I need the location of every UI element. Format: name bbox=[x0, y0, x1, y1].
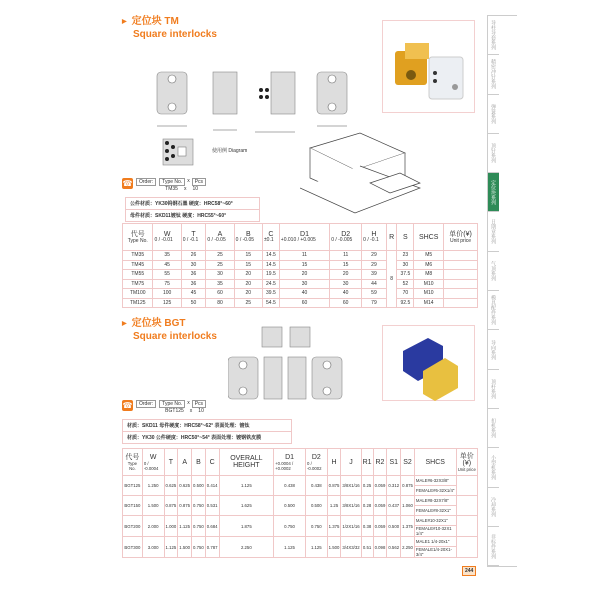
cell: 0.625 bbox=[164, 476, 178, 496]
cell: 40 bbox=[279, 289, 329, 299]
pcs-value: 10 bbox=[198, 408, 204, 414]
cell: 2.250 bbox=[401, 537, 415, 558]
column-header: S1 bbox=[387, 449, 401, 476]
column-header: T bbox=[164, 449, 178, 476]
sidebar-item[interactable]: 顶杆系列 bbox=[488, 370, 499, 409]
cell: 37.5 bbox=[397, 270, 414, 280]
cell: M10 bbox=[414, 279, 444, 289]
column-header: R2 bbox=[373, 449, 387, 476]
title-en: Square interlocks bbox=[133, 331, 217, 342]
sidebar-item[interactable]: 模具配件系列 bbox=[488, 291, 499, 330]
sidebar-item[interactable]: 顶针系列 bbox=[488, 134, 499, 173]
column-header: R1 bbox=[361, 449, 373, 476]
cell: 2.250 bbox=[219, 537, 274, 558]
cell: BGT300 bbox=[123, 537, 143, 558]
cell: 39.5 bbox=[262, 289, 279, 299]
cell: 14.5 bbox=[262, 251, 279, 261]
type-label: Type No. bbox=[159, 400, 185, 408]
cell: 50 bbox=[181, 298, 206, 308]
cell-shcs: MALE#6-32X3/8" bbox=[414, 476, 456, 486]
cell: 55 bbox=[153, 270, 181, 280]
cell: 0.787 bbox=[205, 537, 219, 558]
title-en: Square interlocks bbox=[133, 29, 217, 40]
times: x bbox=[187, 400, 190, 406]
cell: 0.500 bbox=[192, 476, 206, 496]
cell: 24.5 bbox=[262, 279, 279, 289]
sidebar-item[interactable]: 日期章系列 bbox=[488, 212, 499, 251]
cell: 3.000 bbox=[142, 537, 164, 558]
spec-table-bgt bbox=[122, 448, 478, 558]
column-header: J bbox=[341, 449, 361, 476]
column-header: 代号 Type No. bbox=[123, 449, 143, 476]
table-row bbox=[123, 298, 478, 308]
sidebar-item[interactable]: 冷却系列 bbox=[488, 488, 499, 527]
title-cn: 定位块 BGT bbox=[131, 318, 186, 329]
column-header: SHCS bbox=[414, 449, 456, 476]
cell: 15 bbox=[330, 260, 362, 270]
cell: 0.500 bbox=[305, 496, 327, 516]
column-header: H 0 / -0.1 bbox=[362, 224, 387, 251]
material-line: 公件材质：YK30钨钢石墨 硬度：HRC58°~60° bbox=[126, 198, 259, 210]
column-header: OVERALL HEIGHT bbox=[219, 449, 274, 476]
cell-price bbox=[444, 298, 478, 308]
cell: 3/4X3/32 bbox=[341, 537, 361, 558]
sidebar-item[interactable]: 弹簧系列 bbox=[488, 95, 499, 134]
times: x bbox=[187, 178, 190, 184]
cell-r: 8 bbox=[386, 251, 397, 308]
column-header: D1 +0.0004 / +0.0002 bbox=[274, 449, 306, 476]
column-header: S bbox=[397, 224, 414, 251]
cell: 0.750 bbox=[192, 496, 206, 516]
cell: 44 bbox=[362, 279, 387, 289]
cell: 59 bbox=[362, 289, 387, 299]
column-header: B bbox=[192, 449, 206, 476]
cell: 1.500 bbox=[327, 537, 341, 558]
cell: 0.562 bbox=[387, 537, 401, 558]
table-row bbox=[123, 251, 478, 261]
bullet-icon: ▶ bbox=[122, 321, 127, 327]
order-label: Order: bbox=[136, 400, 156, 408]
cell: 0.750 bbox=[192, 537, 206, 558]
cell-shcs: FEMALE#6-32X1/4" bbox=[414, 486, 456, 496]
cell: 30 bbox=[397, 260, 414, 270]
column-header: SHCS bbox=[414, 224, 444, 251]
cell-shcs: MALE#10-32X1" bbox=[414, 516, 456, 526]
cell: 0.438 bbox=[274, 476, 306, 496]
cell: 0.750 bbox=[274, 516, 306, 537]
cell: 0.28 bbox=[361, 496, 373, 516]
material-line: 材质：SKD11 母件硬度：HRC58°~62° 表面处理：镀钛 bbox=[123, 420, 291, 432]
cell-shcs: MALE1 1/4-20x1" bbox=[414, 537, 456, 547]
cell: 30 bbox=[330, 279, 362, 289]
cell: 1.125 bbox=[219, 476, 274, 496]
cell: 1.375 bbox=[327, 516, 341, 537]
cell: 0.500 bbox=[274, 496, 306, 516]
column-header: H bbox=[327, 449, 341, 476]
material-line: 母件材质：SKD11镀钛 硬度：HRC55°~60° bbox=[130, 213, 227, 219]
sidebar-item[interactable]: 小型机系列 bbox=[488, 448, 499, 487]
phone-icon: ☎ bbox=[122, 179, 133, 188]
type-value: BGT125 bbox=[165, 408, 184, 414]
table-row bbox=[123, 496, 478, 506]
cell-price bbox=[456, 537, 477, 558]
cell: 0.875 bbox=[178, 496, 192, 516]
product-photo-tm bbox=[382, 20, 475, 113]
table-row bbox=[123, 476, 478, 486]
cell: 0.875 bbox=[327, 476, 341, 496]
cell: 0.059 bbox=[373, 516, 387, 537]
sidebar-nav bbox=[487, 15, 517, 567]
cell: 125 bbox=[153, 298, 181, 308]
cell: 0.875 bbox=[401, 476, 415, 496]
order-label: Order: bbox=[136, 178, 156, 186]
cell: TM35 bbox=[123, 251, 153, 261]
cell: 0.750 bbox=[192, 516, 206, 537]
cell: 14.5 bbox=[262, 260, 279, 270]
sidebar-item[interactable]: 扣机系列 bbox=[488, 409, 499, 448]
cell: 1.500 bbox=[178, 537, 192, 558]
cell: 1.125 bbox=[164, 537, 178, 558]
cell: 1.625 bbox=[219, 496, 274, 516]
cell-shcs: FEMALE1/4-20X1-3/4" bbox=[414, 547, 456, 558]
column-header: B 0 / -0.05 bbox=[234, 224, 262, 251]
cell-price bbox=[444, 289, 478, 299]
cell: 92.5 bbox=[397, 298, 414, 308]
cell: 20 bbox=[234, 270, 262, 280]
cell: 1.250 bbox=[142, 476, 164, 496]
diagram-caption: 使用例 Diagram bbox=[212, 148, 248, 154]
type-value: TM35 bbox=[165, 186, 178, 192]
cell: 0.51 bbox=[361, 537, 373, 558]
cell-shcs: FEMALE#10-32X1 1/4" bbox=[414, 526, 456, 537]
cell: 20 bbox=[234, 279, 262, 289]
cell-shcs: FEMALE#8-32X1" bbox=[414, 506, 456, 516]
cell: 40 bbox=[330, 289, 362, 299]
bgt-technical-drawing bbox=[228, 325, 368, 403]
cell: 35 bbox=[153, 251, 181, 261]
cell: 60 bbox=[279, 298, 329, 308]
spec-table-tm bbox=[122, 223, 478, 308]
cell: M10 bbox=[414, 289, 444, 299]
sidebar-item[interactable]: 精密冲针系列 bbox=[488, 55, 499, 94]
cell: TM55 bbox=[123, 270, 153, 280]
cell: 2.000 bbox=[142, 516, 164, 537]
cell: 20 bbox=[330, 270, 362, 280]
cell: 25 bbox=[234, 298, 262, 308]
sidebar-item[interactable]: 导柱导套系列 bbox=[488, 16, 499, 55]
cell: 1.060 bbox=[401, 496, 415, 516]
cell: 23 bbox=[397, 251, 414, 261]
cell: 1.375 bbox=[401, 516, 415, 537]
usage-diagram bbox=[162, 138, 194, 166]
bullet-icon: ▶ bbox=[122, 19, 127, 25]
cell: 3/8X1/16 bbox=[341, 496, 361, 516]
column-header: W 0 / -0.0004 bbox=[142, 449, 164, 476]
cell: 100 bbox=[153, 289, 181, 299]
column-header: C bbox=[205, 449, 219, 476]
cell-price bbox=[444, 279, 478, 289]
cell: 0.625 bbox=[178, 476, 192, 496]
mold-assembly-drawing bbox=[300, 128, 425, 218]
cell: 0.059 bbox=[373, 476, 387, 496]
column-header: W 0 / -0.01 bbox=[153, 224, 181, 251]
column-header: D2 0 / -0.005 bbox=[330, 224, 362, 251]
cell: TM100 bbox=[123, 289, 153, 299]
cell: 0.098 bbox=[373, 537, 387, 558]
cell: 36 bbox=[181, 270, 206, 280]
pcs-label: Pcs bbox=[192, 178, 206, 186]
column-header: C ±0.1 bbox=[262, 224, 279, 251]
sidebar-item[interactable]: 定位块系列 bbox=[488, 173, 499, 212]
cell: 20 bbox=[279, 270, 329, 280]
cell: 0.531 bbox=[205, 496, 219, 516]
cell: 60 bbox=[206, 289, 234, 299]
page-number: 244 bbox=[462, 566, 476, 576]
table-row bbox=[123, 260, 478, 270]
cell: 1.25 bbox=[327, 496, 341, 516]
cell: 0.414 bbox=[205, 476, 219, 496]
pcs-label: Pcs bbox=[192, 400, 206, 408]
cell: 52 bbox=[397, 279, 414, 289]
cell: 60 bbox=[330, 298, 362, 308]
cell: 0.684 bbox=[205, 516, 219, 537]
cell: M5 bbox=[414, 251, 444, 261]
cell: 0.500 bbox=[387, 516, 401, 537]
table-row bbox=[123, 289, 478, 299]
cell-price bbox=[456, 516, 477, 537]
column-header: D1 +0.010 / +0.005 bbox=[279, 224, 329, 251]
cell: 0.25 bbox=[361, 476, 373, 496]
cell: 30 bbox=[181, 260, 206, 270]
cell: 80 bbox=[206, 298, 234, 308]
cell: 0.875 bbox=[164, 496, 178, 516]
cell: 25 bbox=[206, 251, 234, 261]
cell-price bbox=[444, 251, 478, 261]
section-title-tm bbox=[122, 16, 217, 41]
material-spec-tm bbox=[125, 197, 260, 222]
order-example-tm bbox=[122, 178, 206, 192]
column-header: A 0 / -0.05 bbox=[206, 224, 234, 251]
sidebar-item[interactable]: 气顶系列 bbox=[488, 252, 499, 291]
material-line: 材质：YK30 公件硬度：HRC50°~54° 表面处理：镀钢铁皮膜 bbox=[127, 435, 262, 441]
column-header: 单价(¥) Unit price bbox=[444, 224, 478, 251]
cell: 70 bbox=[397, 289, 414, 299]
cell: TM125 bbox=[123, 298, 153, 308]
cell: 26 bbox=[181, 251, 206, 261]
table-row bbox=[123, 279, 478, 289]
column-header: S2 bbox=[401, 449, 415, 476]
order-example-bgt bbox=[122, 400, 206, 414]
cell: 0.750 bbox=[305, 516, 327, 537]
cell: 79 bbox=[362, 298, 387, 308]
cell: 1.125 bbox=[305, 537, 327, 558]
cell: TM45 bbox=[123, 260, 153, 270]
cell: 0.437 bbox=[387, 496, 401, 516]
material-spec-bgt bbox=[122, 419, 292, 444]
cell: 0.059 bbox=[373, 496, 387, 516]
cell: 45 bbox=[153, 260, 181, 270]
times: x bbox=[189, 408, 193, 414]
cell: 30 bbox=[206, 270, 234, 280]
section-title-bgt bbox=[122, 318, 217, 343]
cell: 1.500 bbox=[142, 496, 164, 516]
cell: M6 bbox=[414, 260, 444, 270]
column-header: D2 0 / -0.0002 bbox=[305, 449, 327, 476]
cell: 1.125 bbox=[178, 516, 192, 537]
column-header: R bbox=[386, 224, 397, 251]
cell: 39 bbox=[362, 270, 387, 280]
cell: 29 bbox=[362, 260, 387, 270]
cell: 35 bbox=[206, 279, 234, 289]
type-label: Type No. bbox=[159, 178, 185, 186]
cell: 11 bbox=[279, 251, 329, 261]
cell: 25 bbox=[206, 260, 234, 270]
cell: 54.5 bbox=[262, 298, 279, 308]
phone-icon: ☎ bbox=[122, 401, 133, 410]
cell-price bbox=[456, 496, 477, 516]
cell: BGT125 bbox=[123, 476, 143, 496]
cell: 1.875 bbox=[219, 516, 274, 537]
table-row bbox=[123, 516, 478, 526]
cell: 0.312 bbox=[387, 476, 401, 496]
cell: BGT150 bbox=[123, 496, 143, 516]
product-photo-bgt bbox=[382, 325, 475, 401]
cell: 3/8X1/16 bbox=[341, 476, 361, 496]
cell: 15 bbox=[234, 251, 262, 261]
column-header: T 0 / -0.1 bbox=[181, 224, 206, 251]
cell: 30 bbox=[279, 279, 329, 289]
table-row bbox=[123, 270, 478, 280]
cell: 15 bbox=[279, 260, 329, 270]
cell-price bbox=[444, 270, 478, 280]
cell: 20 bbox=[234, 289, 262, 299]
table-row bbox=[123, 537, 478, 547]
cell: 15 bbox=[234, 260, 262, 270]
cell: M8 bbox=[414, 270, 444, 280]
cell: 0.438 bbox=[305, 476, 327, 496]
column-header: A bbox=[178, 449, 192, 476]
sidebar-item[interactable]: 导向系列 bbox=[488, 330, 499, 369]
pcs-value: 10 bbox=[192, 186, 199, 192]
cell: 19.5 bbox=[262, 270, 279, 280]
cell: 1.125 bbox=[274, 537, 306, 558]
sidebar-item[interactable]: 非标件系列 bbox=[488, 527, 499, 566]
cell-shcs: MALE#8-32X7/8" bbox=[414, 496, 456, 506]
cell: 1/2X1/16 bbox=[341, 516, 361, 537]
times: x bbox=[183, 186, 187, 192]
cell: TM75 bbox=[123, 279, 153, 289]
cell: 0.38 bbox=[361, 516, 373, 537]
cell: 75 bbox=[153, 279, 181, 289]
column-header: 代号 Type No. bbox=[123, 224, 153, 251]
cell: 36 bbox=[181, 279, 206, 289]
cell: 11 bbox=[330, 251, 362, 261]
cell: M14 bbox=[414, 298, 444, 308]
cell-price bbox=[456, 476, 477, 496]
cell-price bbox=[444, 260, 478, 270]
cell: 29 bbox=[362, 251, 387, 261]
column-header: 单价(¥) Unit price bbox=[456, 449, 477, 476]
title-cn: 定位块 TM bbox=[131, 16, 179, 27]
cell: 1.000 bbox=[164, 516, 178, 537]
cell: 45 bbox=[181, 289, 206, 299]
cell: BGT200 bbox=[123, 516, 143, 537]
